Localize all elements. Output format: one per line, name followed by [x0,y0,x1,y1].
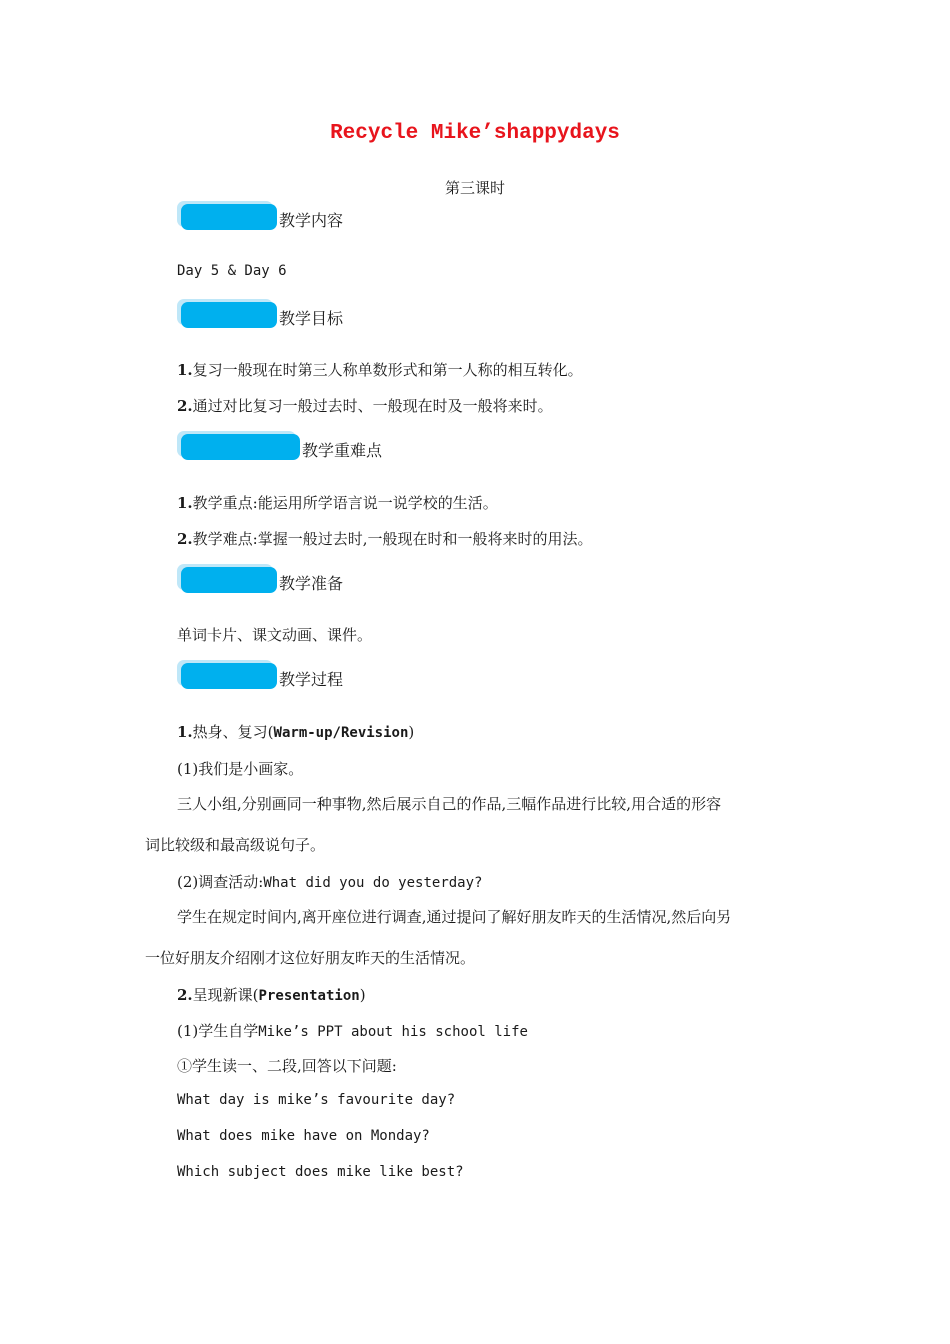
section-process-header [181,661,343,690]
question-1: What day is mike’s favourite day? [177,1092,456,1108]
question-3: Which subject does mike like best? [177,1164,464,1180]
step-1b-desc-line-2: 一位好朋友介绍刚才这位好朋友昨天的生活情况。 [145,949,476,967]
section-label: 教学过程 [279,670,344,689]
step-2a-instruction: ①学生读一、二段,回答以下问题: [177,1057,397,1075]
section-prep-header [181,565,343,594]
section-badge [181,434,300,460]
section-badge [181,204,277,230]
lesson-subtitle: 第三课时 [444,179,505,197]
step-1b-desc-line-1: 学生在规定时间内,离开座位进行调查,通过提问了解好朋友昨天的生活情况,然后向另 [177,908,732,926]
process-step-1: 1.热身、复习(Warm-up/Revision) [177,723,415,741]
step-1a-desc-line-2: 词比较级和最高级说句子。 [145,836,326,854]
step-1a-heading: (1)我们是小画家。 [177,760,304,778]
step-1a-desc-line-1: 三人小组,分别画同一种事物,然后展示自己的作品,三幅作品进行比较,用合适的形容 [177,795,722,813]
section-keypoints-header [181,432,382,461]
prep-text: 单词卡片、课文动画、课件。 [177,626,373,644]
document-title: Recycle Mike’shappydays [330,122,620,145]
section-badge [181,567,277,593]
section-label: 教学准备 [279,574,344,593]
section-badge [181,302,277,328]
step-1b-heading: (2)调查活动:What did you do yesterday? [177,873,483,891]
step-2a-heading: (1)学生自学Mike’s PPT about his school life [177,1022,528,1040]
goal-item-1: 1.复习一般现在时第三人称单数形式和第一人称的相互转化。 [177,361,583,379]
section-label: 教学内容 [279,211,344,230]
process-step-2: 2.呈现新课(Presentation) [177,986,366,1004]
section-content-header [181,202,343,231]
section-goals-header [181,300,343,329]
keypoint-item-1: 1.教学重点:能运用所学语言说一说学校的生活。 [177,494,498,512]
section-label: 教学重难点 [302,441,383,460]
section-label: 教学目标 [279,309,344,328]
section-badge [181,663,277,689]
goal-item-2: 2.通过对比复习一般过去时、一般现在时及一般将来时。 [177,397,553,415]
content-text: Day 5 & Day 6 [177,263,287,279]
question-2: What does mike have on Monday? [177,1128,430,1144]
keypoint-item-2: 2.教学难点:掌握一般过去时,一般现在时和一般将来时的用法。 [177,530,593,548]
